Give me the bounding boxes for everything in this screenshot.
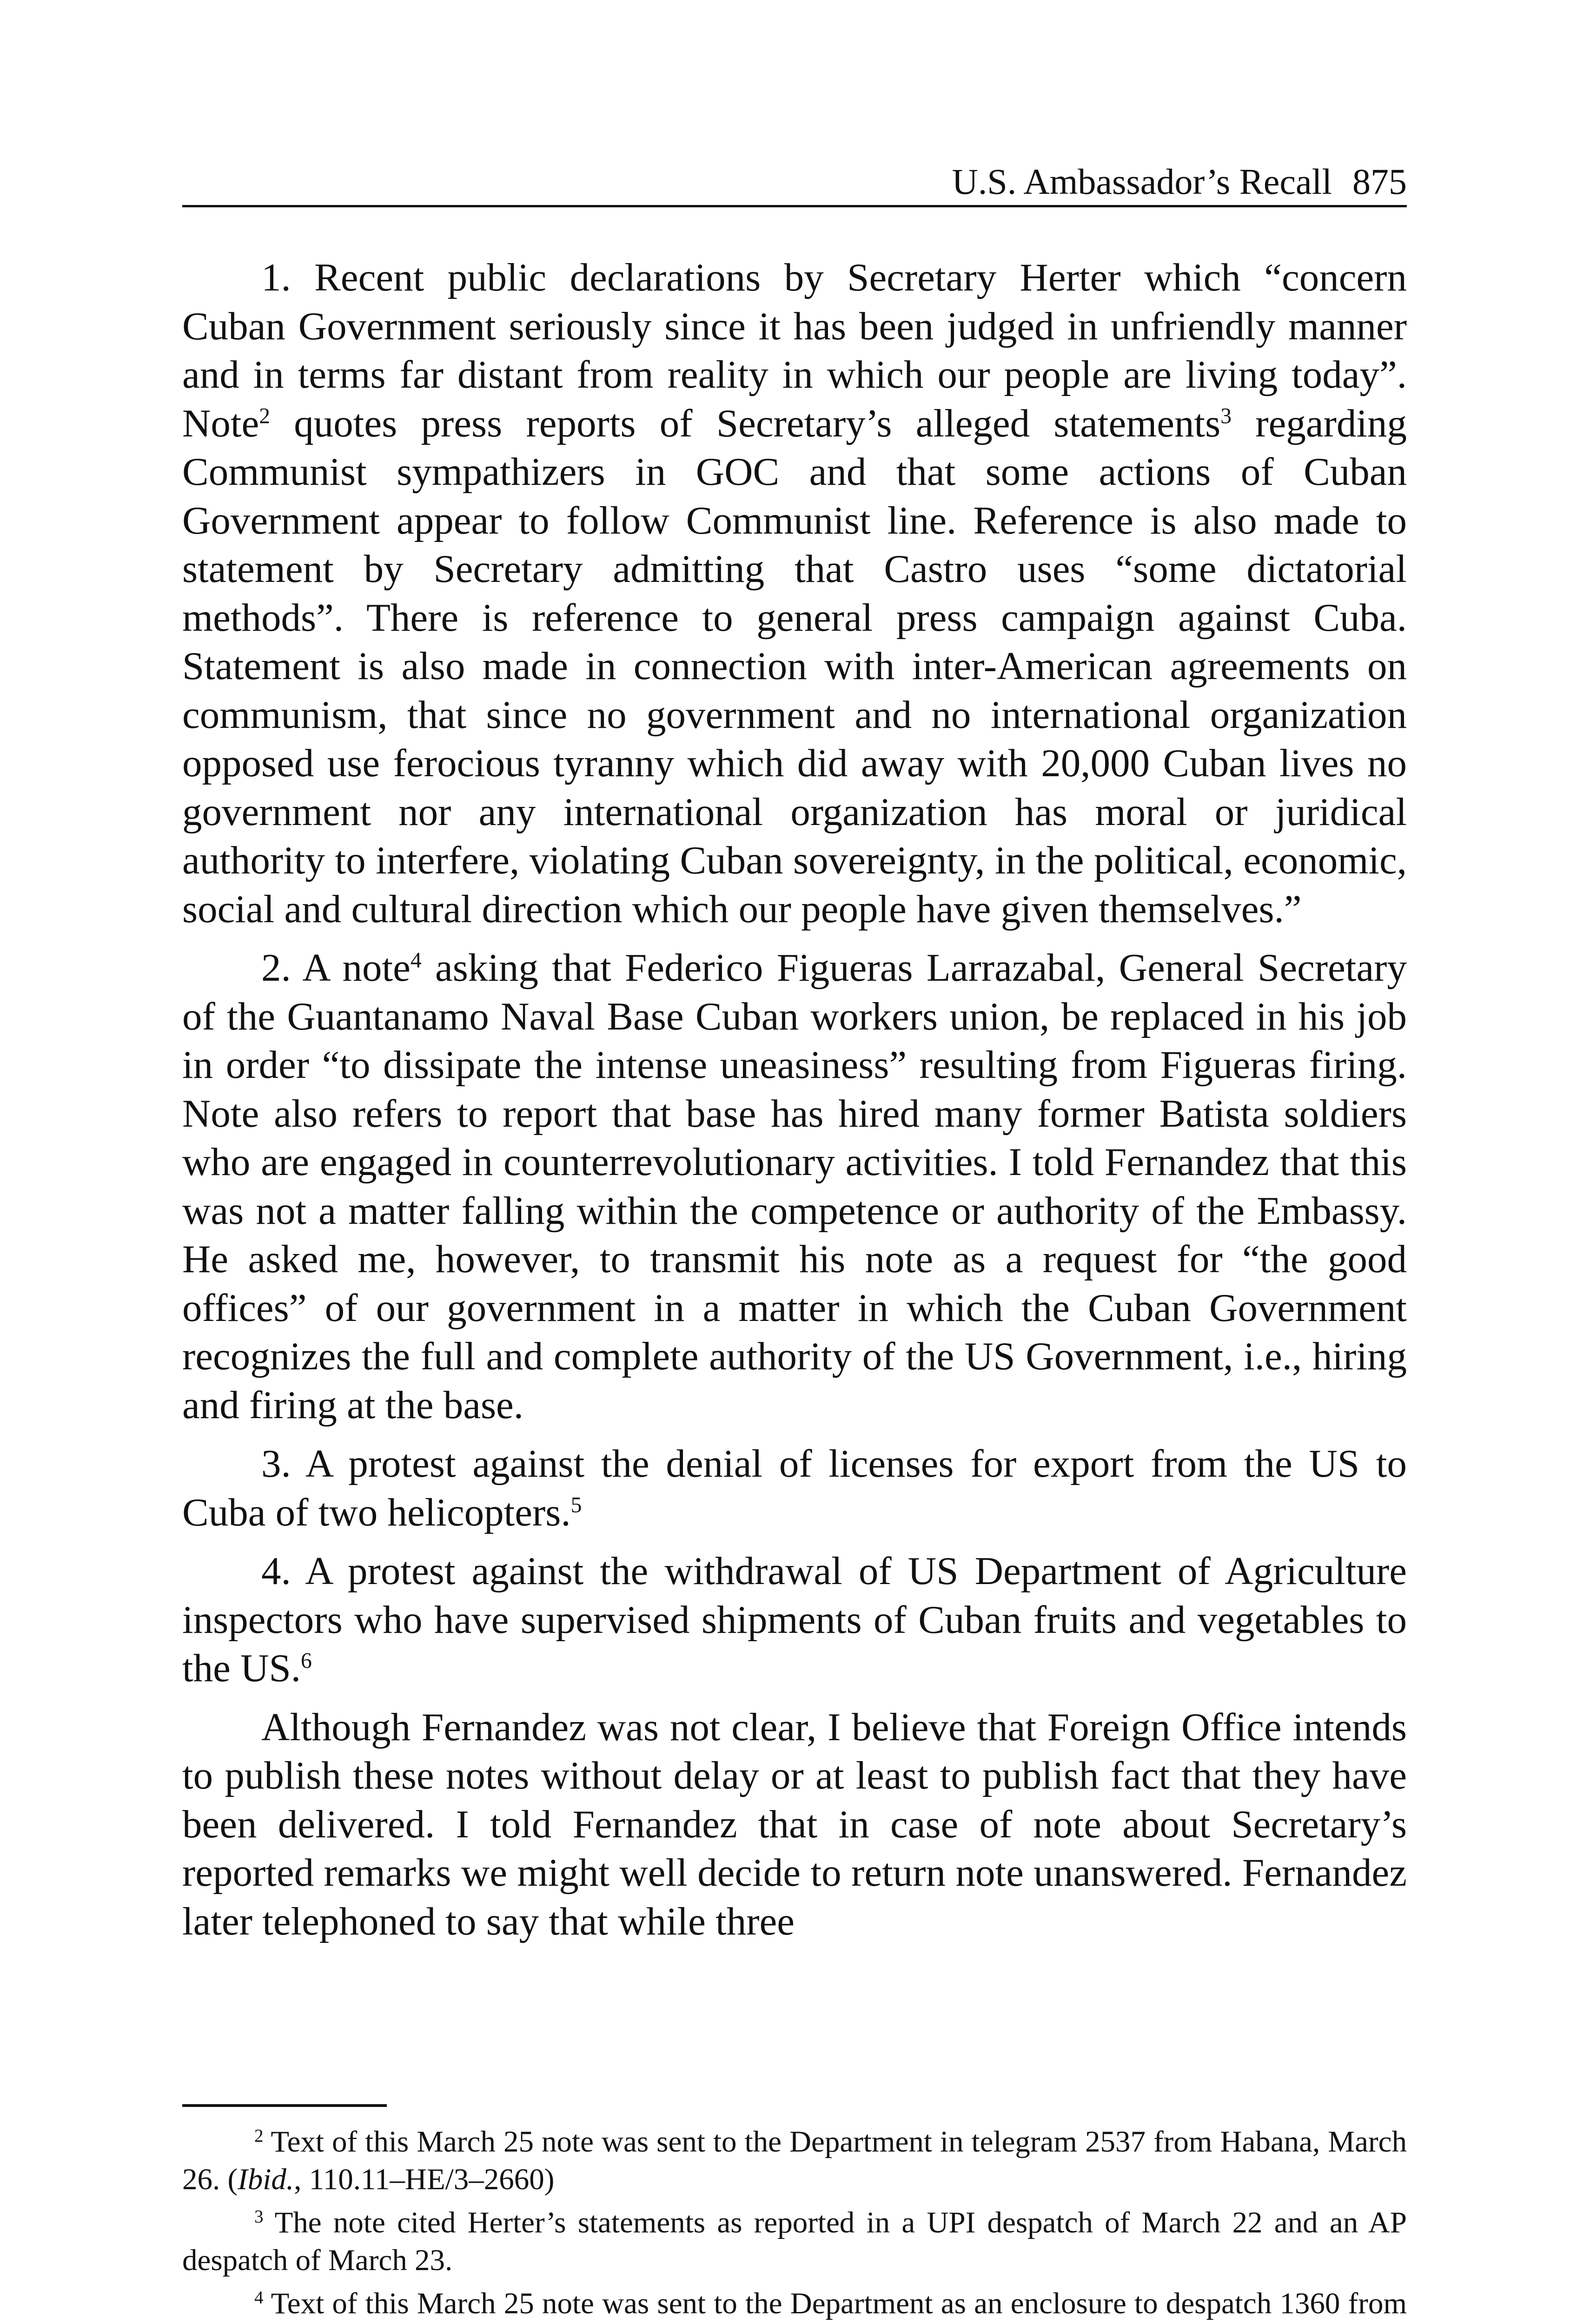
footnote-ref: 2 [259, 403, 271, 428]
paragraph-3: 3. A protest against the denial of licenses for export from the US to Cuba of two helicopters.$^5$ [182, 1442, 1407, 1534]
footnote-ref: 4 [410, 948, 422, 973]
footnote-ref: 5 [570, 1492, 582, 1517]
running-title: U.S. Ambassador’s Recall [952, 161, 1332, 202]
paragraph-4: 4. A protest against the withdrawal of US Department of Agriculture inspectors who have supervised shipments of Cuban fruits and vegetables to the US.$^6$ [182, 1549, 1407, 1690]
footnote-3: $^3$ The note cited Herter’s statements as reported in a UPI despatch of March 22 and an AP despatch of March 23. [182, 2206, 1407, 2277]
footnote-divider [182, 2104, 387, 2107]
footnote-number: 3 [254, 2206, 264, 2227]
footnote-2: $^2$ Text of this March 25 note was sent to the Department in telegram 2537 from Habana, March 26. (Ibid., 110.11–HE/3–2660) [182, 2125, 1407, 2196]
body-text [182, 253, 1407, 1946]
paragraph-5: Although Fernandez was not clear, I believe that Foreign Office intends to publish these notes without delay or at least to publish fact that they have been delivered. I told Fernandez that in case of note about Secretary’s reported remarks we might well decide to return note unanswered. Fernandez later telephoned to say that while three [182, 1705, 1407, 1943]
footnote-ref: 3 [1220, 403, 1232, 428]
footnote-ref: 6 [301, 1649, 312, 1673]
paragraph-1: 1. Recent public declarations by Secretary Herter which “concern Cuban Government seriously since it has been judged in unfriendly manner and in terms far distant from reality in which our people are living today”. Note$^2$ quotes press reports of Secretary’s alleged statements$^3$ regarding Communist sympathizers in GOC and that some actions of Cuban Government appear to follow Communist line. Reference is also made to statement by Secretary admitting that Castro uses “some dictatorial methods”. There is reference to general press campaign against Cuba. Statement is also made in connection with inter-American agreements on communism, that since no government and no international organization opposed use ferocious tyranny which did away with 20,000 Cuban lives no government nor any international organization has moral or juridical authority to interfere, violating Cuban sovereignty, in the political, economic, social and cultural direction which our people have given themselves.” [182, 256, 1407, 931]
footnotes [182, 2123, 1407, 2324]
footnote-number: 2 [254, 2126, 264, 2146]
page-number: 875 [1352, 161, 1407, 202]
running-header [182, 156, 1407, 207]
footnote-4: $^4$ Text of this March 25 note was sent to the Department as an enclosure to despatch 1360 from [254, 2287, 1407, 2320]
footnote-number: 4 [254, 2287, 264, 2308]
paragraph-2: 2. A note$^4$ asking that Federico Figueras Larrazabal, General Secretary of the Guantanamo Naval Base Cuban workers union, be replaced in his job in order “to dissipate the intense uneasiness” resulting from Figueras firing. Note also refers to report that base has hired many former Batista soldiers who are engaged in counterrevolutionary activities. I told Fernandez that this was not a matter falling within the competence or authority of the Embassy. He asked me, however, to transmit his note as a request for “the good offices” of our government in a matter in which the Cuban Government recognizes the full and complete authority of the US Government, i.e., hiring and firing at the base. [182, 946, 1407, 1427]
